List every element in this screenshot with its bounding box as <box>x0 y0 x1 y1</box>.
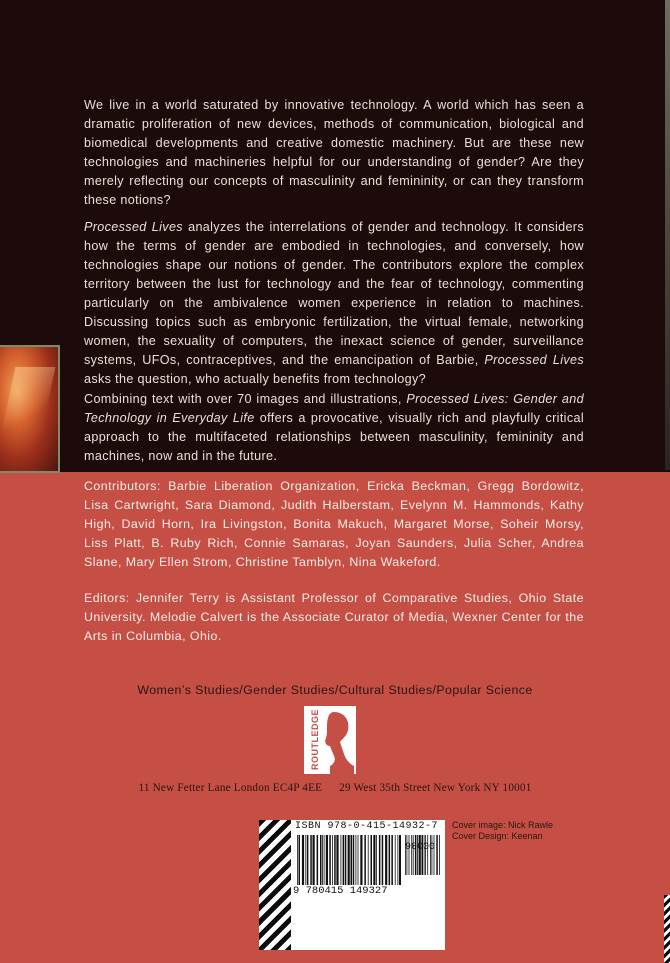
price-code: 90000 <box>405 842 436 853</box>
spine-edge-strip <box>665 0 670 470</box>
isbn-label: ISBN 978-0-415-14932-7 <box>295 821 439 832</box>
barcode-bar <box>307 835 309 885</box>
barcode-bar <box>329 835 331 885</box>
barcode-bar <box>360 835 362 885</box>
barcode-bar <box>395 835 396 885</box>
barcode-bar <box>310 835 312 885</box>
barcode-bar <box>373 835 375 885</box>
barcode-bar <box>376 835 377 885</box>
barcode-bar <box>334 835 336 885</box>
barcode-bar <box>351 835 353 885</box>
price-barcode <box>405 835 441 875</box>
barcode-bar <box>407 835 408 875</box>
barcode-bar <box>343 835 345 885</box>
book-full-title-italic: Processed Lives: Gender and Technology in Everyday Life <box>84 392 584 425</box>
barcode-bar <box>382 835 384 885</box>
barcode-bar <box>419 835 421 875</box>
barcode-bar <box>399 835 401 885</box>
barcode-bar <box>345 835 347 885</box>
barcode-bar <box>398 835 399 885</box>
edge-hatch <box>664 895 670 963</box>
barcode-bar <box>364 835 366 885</box>
barcode-bar <box>320 835 322 885</box>
blurb-text: asks the question, who actually benefits from technology? <box>84 372 426 386</box>
barcode-bar <box>313 835 315 885</box>
barcode-bar <box>305 835 306 885</box>
barcode-bar <box>409 835 410 875</box>
barcode-bar <box>317 835 319 885</box>
blurb-paragraph-3 <box>84 390 584 466</box>
editors-bio: Editors: Jennifer Terry is Assistant Professor of Comparative Studies, Ohio State University. Melodie Calvert is the Associate Curator of Media, Wexner Center for the Arts in Columbia, Ohio. <box>84 591 584 643</box>
barcode-bar <box>422 835 424 875</box>
barcode-bar <box>348 835 350 885</box>
barcode-bar <box>332 835 333 885</box>
barcode-bar <box>379 835 381 885</box>
barcode-bar <box>411 835 412 875</box>
book-title-italic: Processed Lives <box>84 220 183 234</box>
cover-image-credit: Cover image: Nick Rawle <box>452 820 554 830</box>
barcode-bar <box>413 835 414 875</box>
barcode-bar <box>417 835 418 875</box>
barcode-bar <box>322 835 323 885</box>
barcode-bar <box>425 835 426 875</box>
blurb-text: offers a provocative, visually rich and playfully critical approach to the multifaceted relationships between masculinity, femininity and machines, now and in the future. <box>84 411 584 463</box>
contributors-list: Contributors: Barbie Liberation Organization, Ericka Beckman, Gregg Bordowitz, Lisa Cartwright, Sara Diamond, Judith Halberstam, Evelynn M. Hammonds, Kathy High, David Horn, Ira Livingston, Bonita Makuch, Margaret Morse, Soheir Morsy, Liss Platt, B. Ruby Rich, Connie Samaras, Joyan Saunders, Julia Scher, Andrea Slane, Mary Ellen Strom, Christine Tamblyn, Nina Wakeford. <box>84 479 584 569</box>
barcode-bar <box>356 835 357 885</box>
barcode-bar <box>389 835 391 885</box>
cover-credits <box>452 820 553 842</box>
barcode-bar <box>358 835 359 885</box>
barcode-bar <box>405 835 406 875</box>
blurb-paragraph-2 <box>84 218 584 389</box>
blurb-paragraph-1: We live in a world saturated by innovative technology. A world which has seen a dramatic proliferation of new devices, methods of communication, biological and biomedical developments and creative domestic machinery. But are these new technologies and machineries helpful for our understanding of gender? Are they merely reflecting our concepts of masculinity and femininity, or can they transform these notions? <box>84 98 584 207</box>
cover-image-fragment <box>0 345 60 473</box>
address-new-york: 29 West 35th Street New York NY 10001 <box>339 782 532 794</box>
barcode-block <box>259 820 445 950</box>
barcode-bar <box>427 835 428 875</box>
barcode-bar <box>385 835 387 885</box>
hatch-pattern <box>259 820 291 950</box>
barcode-bar <box>324 835 325 885</box>
publisher-logo-text: ROUTLEDGE <box>310 708 320 770</box>
barcode-bar <box>439 835 440 875</box>
routledge-logo-icon <box>304 706 356 774</box>
barcode-bar <box>436 835 438 875</box>
barcode-bar <box>302 835 304 885</box>
barcode-bar <box>430 835 431 875</box>
barcode-bar <box>371 835 373 885</box>
book-title-italic: Processed Lives <box>484 353 584 367</box>
barcode-bar <box>326 835 328 885</box>
address-london: 11 New Fetter Lane London EC4P 4EE <box>138 782 323 794</box>
isbn-barcode <box>297 835 401 885</box>
publisher-addresses <box>0 782 670 794</box>
blurb-text: Combining text with over 70 images and illustrations, <box>84 392 407 406</box>
barcode-bar <box>368 835 369 885</box>
barcode-bar <box>299 835 301 885</box>
barcode-bar <box>415 835 417 875</box>
barcode-bar <box>432 835 433 875</box>
barcode-bar <box>297 835 298 885</box>
barcode-bar <box>391 835 393 885</box>
barcode-digits: 9 780415 149327 <box>293 885 388 897</box>
barcode-bar <box>341 835 342 885</box>
barcode-bar <box>424 835 425 875</box>
blurb-text: analyzes the interrelations of gender and technology. It considers how the terms of gender are embodied in technologies, and conversely, how technologies shape our notions of gender. The contributors explore the complex territory between the lust for technology and the fear of technology, commenting particularly on the ambivalence women experience in relation to machines. Discussing topics such as embryonic fertilization, the virtual female, networking women, the sexuality of computers, the inexact science of gender, surveillance systems, UFOs, contraceptives, and the emancipation of Barbie, <box>84 220 584 367</box>
barcode-bar <box>434 835 435 875</box>
subject-categories: Women’s Studies/Gender Studies/Cultural Studies/Popular Science <box>137 683 533 697</box>
barcode-bar <box>336 835 338 885</box>
barcode-bar <box>353 835 355 885</box>
cover-design-credit: Cover Design: Keenan <box>452 831 543 841</box>
